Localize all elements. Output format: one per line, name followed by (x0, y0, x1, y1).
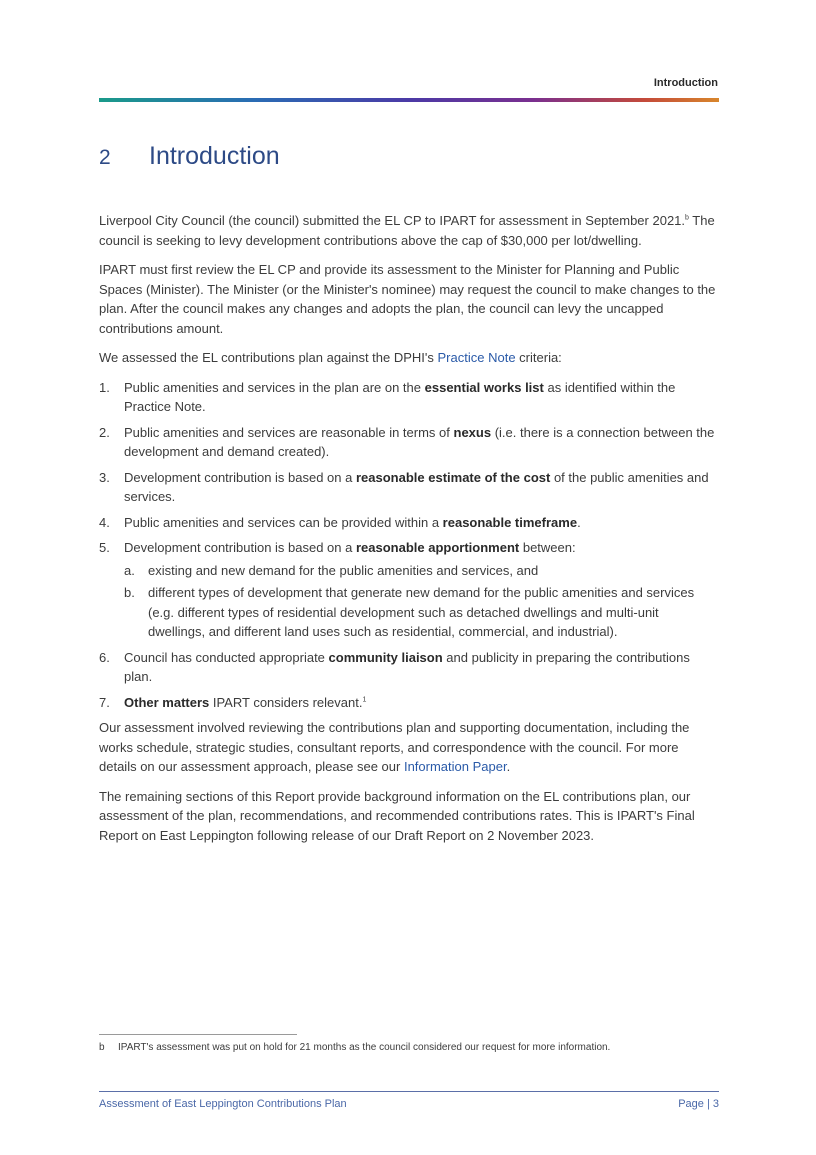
item-text: between: (519, 540, 576, 555)
paragraph-text: Our assessment involved reviewing the contributions plan and supporting documentation, including the works schedule, strategic studies, consultant reports, and correspondence with the council. For more details on our assessment approach, please see our (99, 720, 690, 774)
chapter-number: 2 (99, 146, 111, 169)
item-text: Public amenities and services can be provided within a (124, 514, 443, 530)
list-marker: 4. (99, 514, 110, 530)
item-text: Council has conducted appropriate (124, 649, 329, 665)
sub-list-item (124, 561, 719, 581)
paragraph-text: We assessed the EL contributions plan against the DPHI's (99, 350, 438, 365)
item-bold-term: community liaison (328, 649, 443, 665)
body-text (99, 211, 719, 855)
item-text: Development contribution is based on a (124, 540, 356, 555)
footnote (99, 1042, 610, 1053)
list-marker: 2. (99, 424, 110, 440)
list-item (99, 538, 719, 642)
list-item (99, 693, 719, 713)
footer-page-number: Page | 3 (678, 1098, 719, 1110)
paragraph-text: Liverpool City Council (the council) submitted the EL CP to IPART for assessment in September 2021. (99, 213, 686, 228)
sub-criteria-list (124, 561, 719, 642)
paragraph-text: criteria: (515, 350, 562, 365)
paragraph-text: The council is seeking to levy development contributions above the cap of $30,000 per lot/dwelling. (99, 213, 715, 248)
list-marker: 1. (99, 379, 110, 395)
item-text: and publicity in preparing the contributions plan. (124, 649, 690, 684)
sub-item-text: existing and new demand for the public amenities and services, and (148, 562, 539, 578)
chapter-title: Introduction (149, 142, 280, 170)
paragraph-approach (99, 718, 719, 777)
information-paper-link[interactable]: Information Paper (403, 759, 507, 774)
list-item (99, 513, 719, 533)
list-marker: 6. (99, 649, 110, 665)
item-text: . (577, 514, 581, 530)
item-text: Public amenities and services are reasonable in terms of (124, 424, 454, 440)
footnote-separator (99, 1034, 297, 1035)
item-bold-term: reasonable estimate of the cost (355, 469, 551, 485)
footnote-marker: b (99, 1042, 105, 1053)
list-item (99, 378, 719, 417)
footnote-ref[interactable]: 1 (362, 696, 367, 704)
chapter-heading (99, 142, 280, 171)
item-bold-term: reasonable timeframe (442, 514, 578, 530)
sub-list-marker: a. (124, 562, 135, 578)
practice-note-link[interactable]: Practice Note (437, 350, 516, 365)
list-item (99, 468, 719, 507)
paragraph-process: IPART must first review the EL CP and provide its assessment to the Minister for Planning and Public Spaces (Minister). The Minister (or the Minister's nominee) may request the council to make changes to the plan. After the council makes any changes and adopts the plan, the council can levy the uncapped contributions amount. (99, 262, 716, 336)
paragraph-criteria-intro (99, 348, 719, 368)
item-text: of the public amenities and services. (124, 469, 709, 504)
sub-item-text: different types of development that generate new demand for the public amenities and services (e.g. different types of residential development such as detached dwellings and multi-unit dwellings, and different land uses such as residential, commercial, and industrial). (148, 585, 695, 639)
footer-rule (99, 1091, 719, 1092)
list-marker: 7. (99, 694, 110, 710)
item-text: (i.e. there is a connection between the development and demand created). (124, 424, 715, 459)
criteria-list (99, 378, 719, 713)
sub-list-marker: b. (124, 585, 135, 600)
item-text: Public amenities and services in the plan are on the (124, 379, 425, 395)
list-item (99, 423, 719, 462)
list-marker: 5. (99, 540, 110, 555)
sub-list-item (124, 583, 719, 642)
item-bold-term: Other matters (124, 694, 210, 710)
item-bold-term: nexus (453, 424, 492, 440)
list-marker: 3. (99, 469, 110, 485)
item-text: Development contribution is based on a (124, 469, 356, 485)
running-head: Introduction (653, 77, 718, 89)
item-bold-term: essential works list (424, 379, 544, 395)
item-text: as identified within the Practice Note. (124, 379, 676, 414)
item-bold-term: reasonable apportionment (355, 540, 520, 555)
paragraph-text: . (506, 759, 511, 774)
footnote-ref[interactable]: b (685, 214, 689, 222)
footnote-text: IPART's assessment was put on hold for 21 months as the council considered our request for more information. (118, 1042, 611, 1053)
paragraph-submission (99, 211, 719, 250)
list-item (99, 648, 719, 687)
footer-document-title: Assessment of East Leppington Contributions Plan (99, 1098, 347, 1110)
item-text: IPART considers relevant. (209, 694, 363, 710)
header-gradient-rule (99, 98, 719, 102)
paragraph-report-overview: The remaining sections of this Report provide background information on the EL contributions plan, our assessment of the plan, recommendations, and recommended contributions rates. This is IPART's Final Report on East Leppington following release of our Draft Report on 2 November 2023. (99, 788, 695, 843)
